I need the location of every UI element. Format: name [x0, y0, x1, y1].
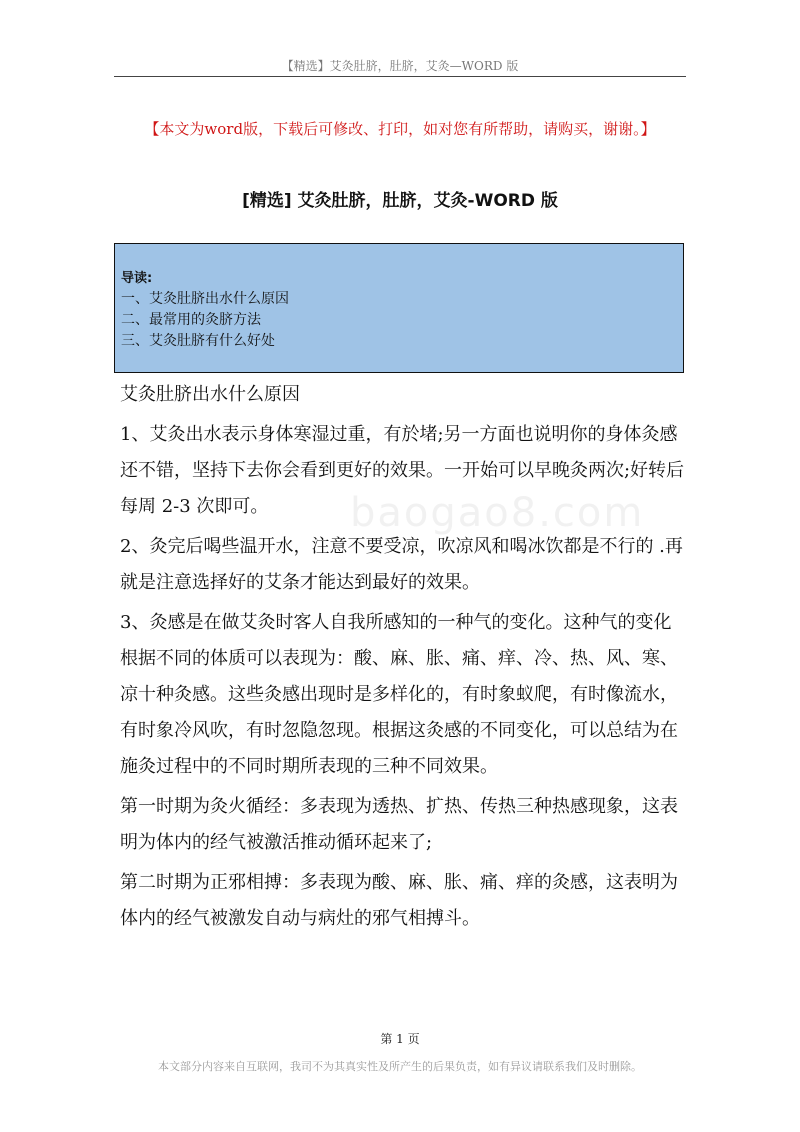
guide-box: [114, 243, 684, 373]
guide-item: 三、艾灸肚脐有什么好处: [121, 333, 275, 349]
guide-item: 一、艾灸肚脐出水什么原因: [121, 291, 289, 307]
guide-label: 导读:: [121, 271, 153, 286]
guide-item: 二、最常用的灸脐方法: [121, 312, 261, 328]
header-text: 【精选】艾灸肚脐，肚脐，艾灸—WORD 版: [281, 59, 519, 73]
document-body: [120, 377, 686, 941]
page-footer: 本文部分内容来自互联网，我司不为其真实性及所产生的后果负责，如有异议请联系我们及时删除。: [158, 1060, 642, 1073]
body-paragraph: 第一时期为灸火循经：多表现为透热、扩热、传热三种热感现象，这表明为体内的经气被激活推动循环起来了;: [120, 796, 678, 853]
body-paragraph: 第二时期为正邪相搏：多表现为酸、麻、胀、痛、痒的灸感，这表明为体内的经气被激发自动与病灶的邪气相搏斗。: [120, 872, 678, 929]
page-number: 第 1 页: [380, 1032, 420, 1046]
body-paragraph: 3、灸感是在做艾灸时客人自我所感知的一种气的变化。这种气的变化根据不同的体质可以表现为：酸、麻、胀、痛、痒、冷、热、风、寒、凉十种灸感。这些灸感出现时是多样化的，有时象蚁爬，有时像流水，有时象冷风吹，有时忽隐忽现。根据这灸感的不同变化，可以总结为在施灸过程中的不同时期所表现的三种不同效果。: [120, 612, 678, 777]
body-paragraph: 2、灸完后喝些温开水，注意不要受凉，吹凉风和喝冰饮都是不行的 .再就是注意选择好的艾条才能达到最好的效果。: [120, 536, 683, 593]
document-title: [精选] 艾灸肚脐，肚脐，艾灸-WORD 版: [242, 191, 558, 211]
page-header: [114, 56, 686, 77]
watermark-logo: baogao8.com: [350, 490, 645, 536]
body-paragraph: 1、艾灸出水表示身体寒湿过重，有於堵;另一方面也说明你的身体灸感还不错，坚持下去你会看到更好的效果。一开始可以早晚灸两次;好转后每周 2-3 次即可。: [120, 424, 685, 517]
section-heading: 艾灸肚脐出水什么原因: [120, 384, 300, 405]
purchase-notice: 【本文为word版，下载后可修改、打印，如对您有所帮助，请购买，谢谢。】: [144, 120, 656, 138]
